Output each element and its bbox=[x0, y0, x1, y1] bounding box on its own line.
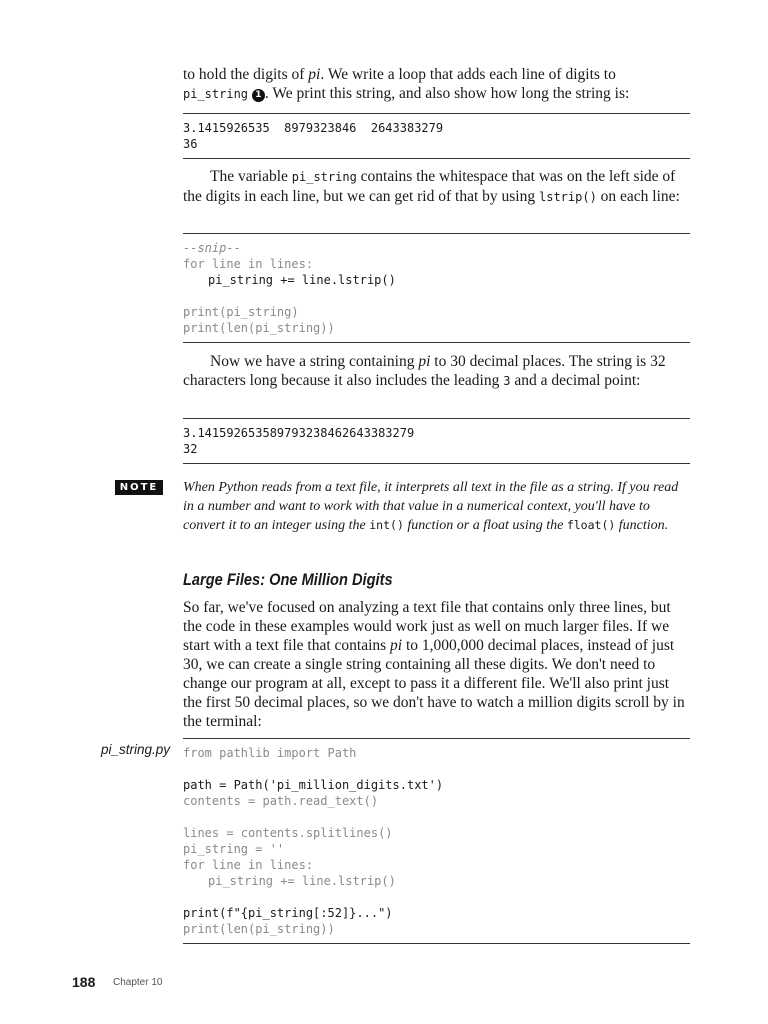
text: . We print this string, and also show how long the string is: bbox=[264, 85, 630, 102]
text: to 30 decimal places. The string is 32 characters long because it also includes the leading bbox=[183, 353, 666, 389]
inline-code: int() bbox=[369, 518, 404, 532]
pi-italic: pi bbox=[308, 66, 321, 83]
note-badge: NOTE bbox=[115, 480, 163, 495]
code-line: pi_string += line.lstrip() bbox=[208, 273, 396, 287]
code-line: lines = contents.splitlines() bbox=[183, 826, 393, 840]
output-block bbox=[183, 418, 690, 464]
text: to hold the digits of bbox=[183, 66, 309, 83]
code-line: pi_string += line.lstrip() bbox=[208, 874, 396, 888]
code-line: pi_string = '' bbox=[183, 842, 285, 856]
text: function. bbox=[615, 518, 669, 533]
code-filename-label: pi_string.py bbox=[100, 742, 170, 757]
code-block-lstrip bbox=[183, 233, 690, 343]
text: When Python reads from a text file, it interprets all text in the file as a string. If you read in a number and want to work with that value in a numerical context, you'll have to convert it to an integer using the bbox=[183, 480, 679, 533]
paragraph-whitespace bbox=[183, 167, 690, 207]
text: on each line: bbox=[596, 188, 680, 205]
section-heading-wrap bbox=[183, 570, 690, 590]
code-line: for line in lines: bbox=[183, 858, 314, 872]
pi-italic: pi bbox=[390, 637, 403, 654]
code-block-million bbox=[183, 738, 690, 944]
code-line: print(len(pi_string)) bbox=[183, 922, 335, 936]
code-line: print(f"{pi_string[:52]}...") bbox=[183, 906, 393, 920]
output-line: 3.1415926535 8979323846 2643383279 bbox=[183, 121, 444, 135]
section-heading: Large Files: One Million Digits bbox=[183, 570, 393, 589]
text: So far, we've focused on analyzing a text file that contains only three lines, but the code in these examples would work just as well on much larger files. If we start with a text file that contains bbox=[183, 599, 671, 654]
chapter-label: Chapter 10 bbox=[113, 977, 163, 988]
text: and a decimal point: bbox=[510, 372, 641, 389]
output-line: 36 bbox=[183, 137, 198, 151]
pi-italic: pi bbox=[418, 353, 431, 370]
paragraph-large-files bbox=[183, 598, 690, 731]
code-line: path = Path('pi_million_digits.txt') bbox=[183, 778, 444, 792]
paragraph-intro bbox=[183, 65, 690, 104]
text: contains the whitespace that was on the left side of the digits in each line, but we can get rid of that by using bbox=[183, 168, 676, 205]
code-line: for line in lines: bbox=[183, 257, 314, 271]
code-line: print(len(pi_string)) bbox=[183, 321, 335, 335]
output-block bbox=[183, 113, 690, 159]
output-line: 3.141592653589793238462643383279 bbox=[183, 426, 415, 440]
page-number: 188 bbox=[72, 974, 96, 990]
output-line: 32 bbox=[183, 442, 198, 456]
code-line: contents = path.read_text() bbox=[183, 794, 379, 808]
note-box bbox=[183, 478, 690, 535]
inline-code: lstrip() bbox=[539, 190, 597, 204]
code-line: from pathlib import Path bbox=[183, 746, 357, 760]
text: function or a float using the bbox=[403, 518, 567, 533]
callout-marker-icon: 1 bbox=[252, 89, 265, 102]
inline-code: pi_string bbox=[183, 87, 249, 101]
inline-code: 3 bbox=[503, 374, 511, 388]
text: Now we have a string containing bbox=[210, 353, 419, 370]
code-line: print(pi_string) bbox=[183, 305, 299, 319]
text: The variable bbox=[210, 168, 292, 185]
inline-code: float() bbox=[566, 518, 616, 532]
inline-code: pi_string bbox=[291, 170, 357, 184]
code-line: --snip-- bbox=[183, 241, 241, 255]
text: . We write a loop that adds each line of digits to bbox=[320, 66, 616, 83]
text: to 1,000,000 decimal places, instead of just 30, we can create a single string containing all these digits. We don't need to change our program at all, except to pass it a different file. We'll also print just the first 50 decimal places, so we don't have to watch a million digits scroll by in the terminal: bbox=[183, 637, 685, 730]
paragraph-thirty-places bbox=[183, 352, 690, 391]
